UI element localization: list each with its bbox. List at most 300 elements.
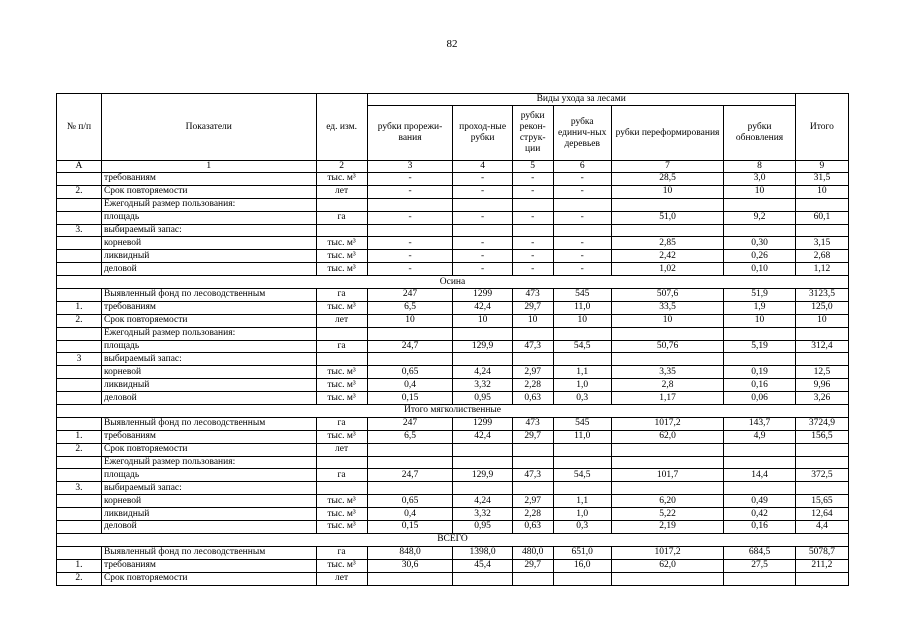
- row-number: [57, 469, 102, 482]
- row-number: [57, 379, 102, 392]
- row-value: 0,95: [453, 392, 512, 405]
- row-value: 24,7: [367, 340, 453, 353]
- row-value: 0,10: [724, 263, 796, 276]
- row-indicator: деловой: [101, 392, 316, 405]
- row-indicator: деловой: [101, 521, 316, 534]
- row-value: [367, 353, 453, 366]
- row-value: 5,22: [611, 508, 723, 521]
- row-value: -: [453, 185, 512, 198]
- index-cell: 5: [512, 161, 553, 173]
- row-unit: тыс. м³: [316, 263, 367, 276]
- row-value: 14,4: [724, 469, 796, 482]
- index-cell: 9: [795, 161, 848, 173]
- row-unit: тыс. м³: [316, 521, 367, 534]
- row-indicator: Ежегодный размер пользования:: [101, 327, 316, 340]
- row-value: [795, 572, 848, 585]
- row-value: [367, 443, 453, 456]
- index-cell: 1: [101, 161, 316, 173]
- row-number: 2.: [57, 443, 102, 456]
- row-value: 10: [367, 314, 453, 327]
- row-unit: [316, 456, 367, 469]
- section-title: ВСЕГО: [57, 533, 849, 546]
- row-value: -: [367, 211, 453, 224]
- row-value: 2,42: [611, 250, 723, 263]
- row-value: [724, 456, 796, 469]
- row-value: 51,9: [724, 289, 796, 302]
- row-unit: га: [316, 417, 367, 430]
- table-row: [57, 417, 849, 430]
- row-value: [724, 224, 796, 237]
- table-row: [57, 559, 849, 572]
- row-value: 16,0: [553, 559, 611, 572]
- row-value: [553, 224, 611, 237]
- row-indicator: корневой: [101, 237, 316, 250]
- row-value: 507,6: [611, 289, 723, 302]
- row-value: 12,64: [795, 508, 848, 521]
- row-number: [57, 456, 102, 469]
- row-unit: тыс. м³: [316, 495, 367, 508]
- row-indicator: Срок повторяемости: [101, 572, 316, 585]
- row-value: 28,5: [611, 173, 723, 186]
- index-row: [57, 161, 849, 173]
- row-value: [512, 224, 553, 237]
- row-value: [795, 327, 848, 340]
- row-value: 47,3: [512, 340, 553, 353]
- table-row: [57, 456, 849, 469]
- row-value: 10: [553, 314, 611, 327]
- table-row: [57, 211, 849, 224]
- row-value: 0,4: [367, 379, 453, 392]
- table-row: [57, 521, 849, 534]
- row-value: 4,9: [724, 430, 796, 443]
- row-value: [553, 353, 611, 366]
- row-value: [611, 198, 723, 211]
- row-number: [57, 289, 102, 302]
- row-value: 480,0: [512, 546, 553, 559]
- row-value: 1,17: [611, 392, 723, 405]
- table-row: [57, 237, 849, 250]
- section-row: [57, 533, 849, 546]
- row-value: [611, 327, 723, 340]
- row-value: 2,68: [795, 250, 848, 263]
- row-value: -: [553, 250, 611, 263]
- row-value: [724, 353, 796, 366]
- row-indicator: выбираемый запас:: [101, 224, 316, 237]
- section-title: Осина: [57, 276, 849, 289]
- row-unit: тыс. м³: [316, 559, 367, 572]
- table-row: [57, 224, 849, 237]
- row-value: [367, 198, 453, 211]
- row-value: 9,2: [724, 211, 796, 224]
- row-number: [57, 340, 102, 353]
- row-value: 3123,5: [795, 289, 848, 302]
- row-value: 545: [553, 417, 611, 430]
- row-number: [57, 211, 102, 224]
- row-value: -: [453, 263, 512, 276]
- row-number: [57, 495, 102, 508]
- section-title: Итого мягколиственные: [57, 405, 849, 418]
- row-value: 1299: [453, 289, 512, 302]
- row-value: [453, 198, 512, 211]
- row-value: [553, 572, 611, 585]
- header-col-passage: проход-ные рубки: [453, 106, 512, 161]
- table-row: [57, 173, 849, 186]
- row-value: -: [553, 211, 611, 224]
- row-indicator: Выявленный фонд по лесоводственным: [101, 546, 316, 559]
- row-value: [611, 353, 723, 366]
- row-value: 372,5: [795, 469, 848, 482]
- header-indicator: Показатели: [101, 94, 316, 161]
- table-row: [57, 301, 849, 314]
- table-body: [57, 173, 849, 586]
- row-unit: [316, 198, 367, 211]
- row-value: 45,4: [453, 559, 512, 572]
- row-value: 211,2: [795, 559, 848, 572]
- row-value: [553, 198, 611, 211]
- row-value: 29,7: [512, 430, 553, 443]
- table-row: [57, 392, 849, 405]
- row-unit: лет: [316, 314, 367, 327]
- row-value: -: [512, 250, 553, 263]
- row-value: [611, 572, 723, 585]
- row-value: 3724,9: [795, 417, 848, 430]
- row-unit: [316, 327, 367, 340]
- row-value: 1,1: [553, 366, 611, 379]
- row-value: [512, 572, 553, 585]
- row-value: 2,97: [512, 495, 553, 508]
- row-value: 473: [512, 417, 553, 430]
- row-indicator: требованиям: [101, 559, 316, 572]
- row-unit: тыс. м³: [316, 379, 367, 392]
- row-value: 0,16: [724, 379, 796, 392]
- row-value: 6,5: [367, 301, 453, 314]
- row-value: 60,1: [795, 211, 848, 224]
- row-unit: [316, 482, 367, 495]
- row-value: 247: [367, 289, 453, 302]
- index-cell: 6: [553, 161, 611, 173]
- row-value: -: [553, 173, 611, 186]
- row-value: 10: [453, 314, 512, 327]
- row-number: 3: [57, 353, 102, 366]
- row-value: 10: [724, 185, 796, 198]
- table-row: [57, 263, 849, 276]
- row-unit: га: [316, 469, 367, 482]
- row-value: 24,7: [367, 469, 453, 482]
- row-unit: тыс. м³: [316, 173, 367, 186]
- table-row: [57, 508, 849, 521]
- row-value: [367, 456, 453, 469]
- row-indicator: ликвидный: [101, 379, 316, 392]
- row-value: 54,5: [553, 469, 611, 482]
- table-row: [57, 379, 849, 392]
- row-value: 156,5: [795, 430, 848, 443]
- row-value: 2,85: [611, 237, 723, 250]
- row-value: 29,7: [512, 559, 553, 572]
- row-value: [611, 456, 723, 469]
- row-unit: [316, 224, 367, 237]
- row-unit: тыс. м³: [316, 392, 367, 405]
- row-value: -: [453, 173, 512, 186]
- row-value: 1,02: [611, 263, 723, 276]
- row-value: [512, 443, 553, 456]
- table-row: [57, 289, 849, 302]
- row-value: [724, 572, 796, 585]
- row-value: [724, 198, 796, 211]
- row-value: 11,0: [553, 301, 611, 314]
- row-value: 50,76: [611, 340, 723, 353]
- row-value: 0,3: [553, 521, 611, 534]
- row-indicator: площадь: [101, 469, 316, 482]
- row-value: 9,96: [795, 379, 848, 392]
- row-unit: га: [316, 289, 367, 302]
- row-value: [795, 353, 848, 366]
- row-value: 1,1: [553, 495, 611, 508]
- row-value: -: [367, 237, 453, 250]
- row-value: [453, 327, 512, 340]
- row-value: -: [367, 263, 453, 276]
- row-value: 3,32: [453, 508, 512, 521]
- row-number: 1.: [57, 430, 102, 443]
- row-value: 31,5: [795, 173, 848, 186]
- table-row: [57, 443, 849, 456]
- row-value: 1398,0: [453, 546, 512, 559]
- row-value: [512, 482, 553, 495]
- row-unit: тыс. м³: [316, 430, 367, 443]
- row-value: [512, 456, 553, 469]
- row-value: [795, 224, 848, 237]
- row-number: 2.: [57, 314, 102, 327]
- row-indicator: корневой: [101, 495, 316, 508]
- row-value: 11,0: [553, 430, 611, 443]
- row-value: 10: [611, 185, 723, 198]
- row-value: -: [512, 173, 553, 186]
- row-indicator: ликвидный: [101, 250, 316, 263]
- row-value: [453, 353, 512, 366]
- row-value: [795, 443, 848, 456]
- row-value: 5,19: [724, 340, 796, 353]
- row-number: 2.: [57, 572, 102, 585]
- table-row: [57, 366, 849, 379]
- row-number: [57, 392, 102, 405]
- row-value: [512, 353, 553, 366]
- row-value: 651,0: [553, 546, 611, 559]
- row-number: [57, 173, 102, 186]
- row-value: 545: [553, 289, 611, 302]
- row-value: 125,0: [795, 301, 848, 314]
- row-value: [367, 482, 453, 495]
- index-cell: 3: [367, 161, 453, 173]
- row-indicator: корневой: [101, 366, 316, 379]
- row-value: 473: [512, 289, 553, 302]
- row-value: 0,26: [724, 250, 796, 263]
- row-value: [795, 198, 848, 211]
- row-value: 312,4: [795, 340, 848, 353]
- section-row: [57, 405, 849, 418]
- row-value: 1,0: [553, 379, 611, 392]
- table-row: [57, 340, 849, 353]
- row-number: [57, 198, 102, 211]
- row-value: [453, 456, 512, 469]
- table-row: [57, 546, 849, 559]
- row-value: 247: [367, 417, 453, 430]
- row-indicator: ликвидный: [101, 508, 316, 521]
- row-value: 3,26: [795, 392, 848, 405]
- table-row: [57, 572, 849, 585]
- row-value: [724, 327, 796, 340]
- row-value: 0,65: [367, 366, 453, 379]
- row-value: 62,0: [611, 430, 723, 443]
- row-indicator: площадь: [101, 340, 316, 353]
- row-value: -: [453, 211, 512, 224]
- row-number: 1.: [57, 301, 102, 314]
- row-value: -: [553, 185, 611, 198]
- row-value: 6,20: [611, 495, 723, 508]
- row-value: 101,7: [611, 469, 723, 482]
- row-unit: тыс. м³: [316, 237, 367, 250]
- row-indicator: требованиям: [101, 301, 316, 314]
- row-value: -: [553, 263, 611, 276]
- row-value: -: [367, 185, 453, 198]
- header-col-reformation: рубки переформирования: [611, 106, 723, 161]
- row-unit: [316, 353, 367, 366]
- index-cell: 4: [453, 161, 512, 173]
- row-value: 0,49: [724, 495, 796, 508]
- row-value: 0,63: [512, 392, 553, 405]
- row-number: 1.: [57, 559, 102, 572]
- row-indicator: Ежегодный размер пользования:: [101, 456, 316, 469]
- row-value: 3,32: [453, 379, 512, 392]
- row-value: -: [553, 237, 611, 250]
- table-row: [57, 327, 849, 340]
- row-value: [795, 456, 848, 469]
- row-value: 10: [795, 185, 848, 198]
- row-value: 6,5: [367, 430, 453, 443]
- row-value: 1017,2: [611, 417, 723, 430]
- row-unit: га: [316, 340, 367, 353]
- row-value: 143,7: [724, 417, 796, 430]
- row-value: 1017,2: [611, 546, 723, 559]
- index-cell: 7: [611, 161, 723, 173]
- row-unit: тыс. м³: [316, 508, 367, 521]
- row-value: 129,9: [453, 469, 512, 482]
- row-value: 0,42: [724, 508, 796, 521]
- row-value: 12,5: [795, 366, 848, 379]
- header-group: Виды ухода за лесами: [367, 94, 795, 106]
- index-cell: 2: [316, 161, 367, 173]
- row-value: 10: [795, 314, 848, 327]
- row-value: 0,15: [367, 521, 453, 534]
- index-cell: 8: [724, 161, 796, 173]
- row-value: [795, 482, 848, 495]
- table-row: [57, 430, 849, 443]
- row-value: -: [512, 263, 553, 276]
- row-unit: лет: [316, 185, 367, 198]
- row-value: [453, 443, 512, 456]
- row-value: 3,35: [611, 366, 723, 379]
- row-unit: лет: [316, 572, 367, 585]
- row-value: [724, 482, 796, 495]
- row-value: -: [512, 185, 553, 198]
- header-col-reconstruction: рубки рекон-струк-ции: [512, 106, 553, 161]
- row-value: 15,65: [795, 495, 848, 508]
- row-value: -: [512, 211, 553, 224]
- row-value: 0,30: [724, 237, 796, 250]
- row-value: [611, 443, 723, 456]
- row-value: 0,16: [724, 521, 796, 534]
- row-value: 0,95: [453, 521, 512, 534]
- row-value: 3,0: [724, 173, 796, 186]
- table-row: [57, 198, 849, 211]
- table-row: [57, 495, 849, 508]
- row-value: [553, 327, 611, 340]
- row-value: 0,3: [553, 392, 611, 405]
- table-row: [57, 353, 849, 366]
- row-indicator: Срок повторяемости: [101, 185, 316, 198]
- row-value: 0,06: [724, 392, 796, 405]
- section-row: [57, 276, 849, 289]
- row-value: -: [453, 237, 512, 250]
- forest-care-table: [56, 93, 849, 586]
- row-number: [57, 417, 102, 430]
- row-value: 1299: [453, 417, 512, 430]
- row-value: [553, 443, 611, 456]
- row-value: 27,5: [724, 559, 796, 572]
- row-value: 2,28: [512, 379, 553, 392]
- row-value: 129,9: [453, 340, 512, 353]
- row-indicator: Выявленный фонд по лесоводственным: [101, 417, 316, 430]
- row-value: [453, 224, 512, 237]
- row-number: [57, 237, 102, 250]
- row-value: 5078,7: [795, 546, 848, 559]
- table-row: [57, 250, 849, 263]
- row-number: [57, 521, 102, 534]
- row-value: -: [453, 250, 512, 263]
- row-value: 2,28: [512, 508, 553, 521]
- header-col-thinning: рубки прорежи-вания: [367, 106, 453, 161]
- row-indicator: деловой: [101, 263, 316, 276]
- row-value: 848,0: [367, 546, 453, 559]
- row-value: 33,5: [611, 301, 723, 314]
- row-value: -: [512, 237, 553, 250]
- row-unit: га: [316, 546, 367, 559]
- row-indicator: требованиям: [101, 430, 316, 443]
- page-number: 82: [446, 38, 458, 50]
- table-row: [57, 185, 849, 198]
- row-value: 0,65: [367, 495, 453, 508]
- row-value: [553, 456, 611, 469]
- header-unit: ед. изм.: [316, 94, 367, 161]
- row-unit: га: [316, 211, 367, 224]
- row-value: 29,7: [512, 301, 553, 314]
- row-value: 1,0: [553, 508, 611, 521]
- row-value: [611, 224, 723, 237]
- header-col-renewal: рубки обновления: [724, 106, 796, 161]
- row-number: [57, 327, 102, 340]
- row-indicator: Ежегодный размер пользования:: [101, 198, 316, 211]
- row-indicator: требованиям: [101, 173, 316, 186]
- table-row: [57, 469, 849, 482]
- row-value: 684,5: [724, 546, 796, 559]
- row-value: 62,0: [611, 559, 723, 572]
- row-value: 0,4: [367, 508, 453, 521]
- header-total: Итого: [795, 94, 848, 161]
- row-value: 2,97: [512, 366, 553, 379]
- row-unit: лет: [316, 443, 367, 456]
- row-number: [57, 546, 102, 559]
- row-unit: тыс. м³: [316, 250, 367, 263]
- row-unit: тыс. м³: [316, 366, 367, 379]
- row-value: [512, 327, 553, 340]
